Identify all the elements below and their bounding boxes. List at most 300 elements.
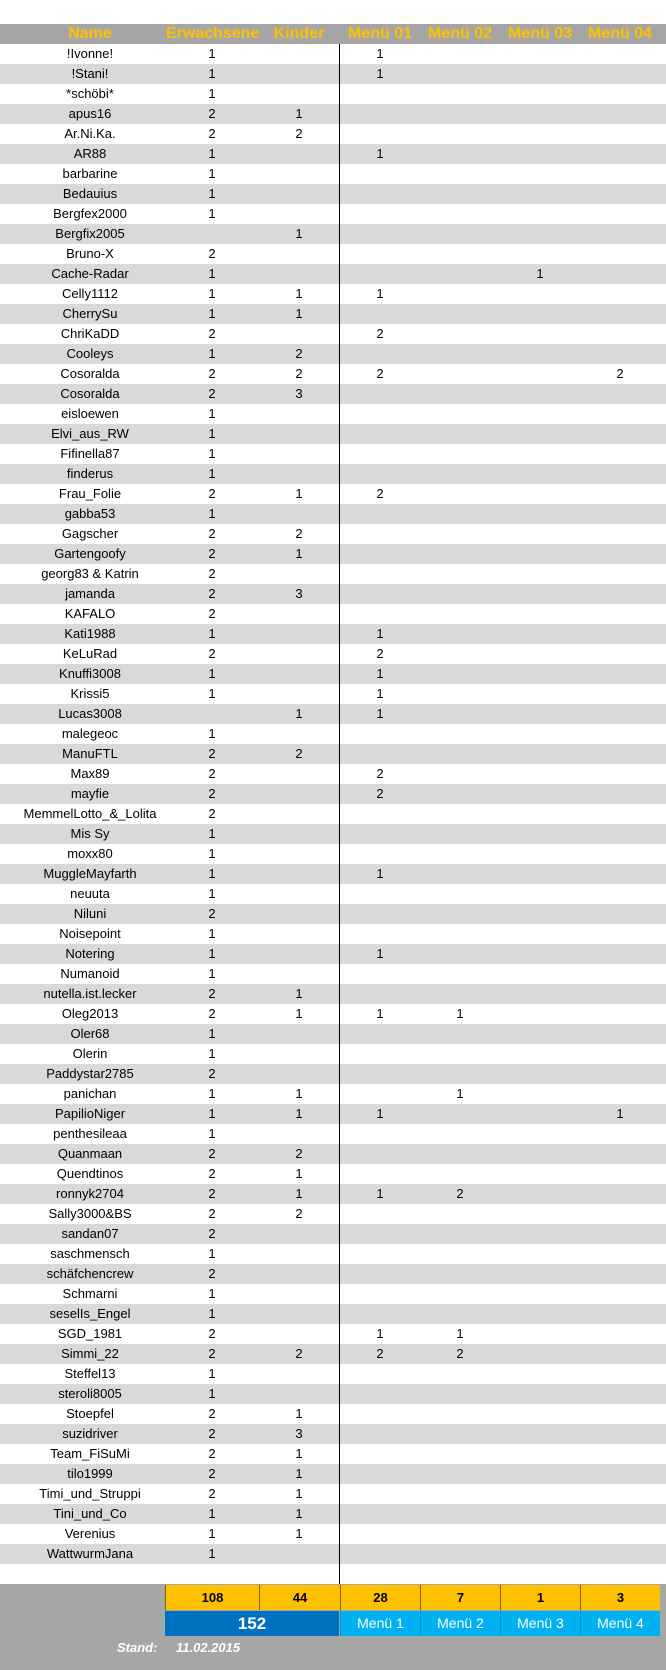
cell-kinder [258, 1384, 340, 1404]
cell-menu2 [420, 1544, 500, 1564]
cell-name: MuggleMayfarth [43, 866, 137, 881]
cell-menu1: 1 [376, 146, 384, 161]
cell-menu2 [420, 424, 500, 444]
cell-menu4 [580, 1024, 660, 1044]
cell-menu4 [580, 924, 660, 944]
cell-menu3 [500, 864, 580, 884]
total-menu1: 28 [340, 1585, 420, 1610]
cell-menu3 [500, 1064, 580, 1084]
cell-kinder [258, 464, 340, 484]
cell-menu3 [500, 524, 580, 544]
cell-menu1: 2 [376, 326, 384, 341]
cell-kinder: 1 [295, 1006, 303, 1021]
cell-name: gabba53 [64, 506, 116, 521]
cell-menu3 [500, 1044, 580, 1064]
cell-kinder [258, 784, 340, 804]
cell-menu3 [500, 1324, 580, 1344]
cell-menu3 [500, 224, 580, 244]
cell-name: suzidriver [62, 1426, 118, 1441]
cell-menu4 [580, 884, 660, 904]
cell-menu3 [500, 644, 580, 664]
cell-erwachsene: 1 [208, 186, 216, 201]
table-row [0, 984, 666, 1004]
cell-kinder: 2 [295, 746, 303, 761]
header-erwachsene: Erwachsene [166, 25, 260, 42]
cell-menu4 [580, 224, 660, 244]
cell-kinder: 2 [295, 126, 303, 141]
cell-menu1 [340, 904, 420, 924]
cell-name: neuuta [70, 886, 110, 901]
table-row [0, 864, 666, 884]
cell-menu1: 2 [376, 366, 384, 381]
cell-menu4 [580, 1364, 660, 1384]
cell-name: Frau_Folie [58, 486, 122, 501]
cell-menu2 [420, 964, 500, 984]
cell-erwachsene: 2 [208, 586, 216, 601]
cell-erwachsene: 1 [208, 46, 216, 61]
table-row [0, 1204, 666, 1224]
cell-menu1 [340, 1364, 420, 1384]
cell-menu3 [500, 124, 580, 144]
cell-erwachsene: 1 [208, 726, 216, 741]
cell-menu3 [500, 44, 580, 64]
cell-name: Fifinella87 [60, 446, 120, 461]
cell-menu4 [580, 324, 660, 344]
cell-erwachsene: 1 [208, 1286, 216, 1301]
cell-menu1 [340, 424, 420, 444]
cell-kinder [258, 564, 340, 584]
cell-menu4 [580, 544, 660, 564]
cell-menu3 [500, 484, 580, 504]
cell-menu1 [340, 1424, 420, 1444]
cell-menu4 [580, 964, 660, 984]
header-menu04: Menü 04 [587, 25, 652, 42]
cell-menu3 [500, 1484, 580, 1504]
cell-menu4 [580, 344, 660, 364]
cell-kinder [258, 184, 340, 204]
cell-name: mayfie [70, 786, 110, 801]
cell-menu4 [580, 1284, 660, 1304]
table-row [0, 884, 666, 904]
cell-kinder [258, 684, 340, 704]
cell-kinder [258, 804, 340, 824]
table-row [0, 1244, 666, 1264]
cell-name: Notering [65, 946, 115, 961]
cell-menu3 [500, 944, 580, 964]
cell-name: moxx80 [67, 846, 113, 861]
cell-menu4 [580, 1184, 660, 1204]
cell-name: Krissi5 [70, 686, 110, 701]
cell-name: barbarine [62, 166, 118, 181]
cell-erwachsene: 1 [208, 886, 216, 901]
cell-menu3 [500, 244, 580, 264]
cell-erwachsene: 2 [208, 606, 216, 621]
cell-kinder: 1 [295, 1186, 303, 1201]
cell-menu4 [580, 864, 660, 884]
cell-menu2 [420, 244, 500, 264]
cell-erwachsene: 1 [208, 1306, 216, 1321]
cell-menu2 [420, 524, 500, 544]
cell-kinder [258, 1544, 340, 1564]
cell-kinder [258, 1304, 340, 1324]
cell-erwachsene: 2 [208, 1346, 216, 1361]
cell-menu3 [500, 84, 580, 104]
cell-menu1 [340, 1464, 420, 1484]
cell-menu3 [500, 1184, 580, 1204]
cell-erwachsene: 2 [208, 1326, 216, 1341]
cell-menu1 [340, 1444, 420, 1464]
cell-name: Timi_und_Struppi [39, 1486, 141, 1501]
cell-erwachsene: 2 [208, 1406, 216, 1421]
cell-kinder [258, 724, 340, 744]
cell-menu3 [500, 324, 580, 344]
cell-erwachsene: 2 [208, 986, 216, 1001]
cell-kinder: 3 [295, 1426, 303, 1441]
table-row [0, 804, 666, 824]
cell-kinder [258, 644, 340, 664]
cell-menu1: 2 [376, 646, 384, 661]
cell-menu1: 1 [376, 626, 384, 641]
cell-menu2 [420, 324, 500, 344]
cell-menu4: 1 [616, 1106, 624, 1121]
cell-kinder [258, 244, 340, 264]
cell-menu1 [340, 464, 420, 484]
cell-kinder [258, 1044, 340, 1064]
cell-name: Cache-Radar [51, 266, 129, 281]
cell-menu1 [340, 1204, 420, 1224]
cell-erwachsene: 2 [208, 766, 216, 781]
stand-label: Stand: [117, 1640, 158, 1655]
cell-name: sandan07 [61, 1226, 119, 1241]
table-row [0, 544, 666, 564]
cell-menu1 [340, 244, 420, 264]
cell-menu3 [500, 724, 580, 744]
cell-menu2 [420, 1244, 500, 1264]
menu-label-2: Menü 2 [420, 1611, 500, 1636]
cell-menu1 [340, 804, 420, 824]
cell-menu4 [580, 1004, 660, 1024]
cell-menu3 [500, 204, 580, 224]
cell-kinder: 3 [295, 386, 303, 401]
cell-menu2 [420, 944, 500, 964]
table-row [0, 824, 666, 844]
cell-kinder [258, 204, 340, 224]
cell-name: AR88 [73, 146, 107, 161]
cell-kinder [258, 964, 340, 984]
table-row [0, 1084, 666, 1104]
table-row [0, 1224, 666, 1244]
column-divider [339, 44, 340, 1585]
cell-kinder: 1 [295, 226, 303, 241]
cell-erwachsene: 1 [208, 346, 216, 361]
total-menu4: 3 [580, 1585, 660, 1610]
cell-menu2 [420, 484, 500, 504]
table-row [0, 104, 666, 124]
cell-name: Olerin [72, 1046, 108, 1061]
cell-menu4 [580, 1564, 660, 1584]
cell-name: Cosoralda [60, 366, 120, 381]
cell-menu1 [340, 964, 420, 984]
cell-erwachsene: 1 [208, 626, 216, 641]
cell-menu2 [420, 1144, 500, 1164]
cell-name: Quanmaan [57, 1146, 123, 1161]
cell-menu3 [500, 1424, 580, 1444]
cell-name [0, 1564, 180, 1584]
cell-menu3 [500, 1104, 580, 1124]
cell-kinder [258, 44, 340, 64]
cell-menu1 [340, 1064, 420, 1084]
table-row [0, 504, 666, 524]
table-row [0, 344, 666, 364]
cell-name: tilo1999 [67, 1466, 113, 1481]
cell-menu1 [340, 924, 420, 944]
table-row [0, 784, 666, 804]
cell-menu4 [580, 664, 660, 684]
table-row [0, 144, 666, 164]
cell-name: ManuFTL [62, 746, 118, 761]
cell-menu4 [580, 604, 660, 624]
cell-menu2: 2 [456, 1186, 464, 1201]
menu-label-1: Menü 1 [340, 1611, 420, 1636]
cell-erwachsene: 2 [208, 806, 216, 821]
cell-menu1 [340, 844, 420, 864]
cell-erwachsene: 2 [208, 486, 216, 501]
cell-menu1 [340, 304, 420, 324]
cell-name: Numanoid [60, 966, 120, 981]
cell-menu4 [580, 1424, 660, 1444]
cell-menu2 [420, 1124, 500, 1144]
table-row [0, 1004, 666, 1024]
cell-menu1 [340, 1384, 420, 1404]
cell-menu3 [500, 1524, 580, 1544]
cell-erwachsene: 2 [208, 906, 216, 921]
cell-menu1: 1 [376, 1186, 384, 1201]
table-row [0, 744, 666, 764]
cell-erwachsene: 1 [208, 1386, 216, 1401]
cell-name: steroli8005 [58, 1386, 122, 1401]
cell-name: Schmarni [62, 1286, 118, 1301]
cell-menu2: 1 [456, 1086, 464, 1101]
cell-menu1 [340, 544, 420, 564]
cell-menu1 [340, 444, 420, 464]
table-row [0, 1424, 666, 1444]
cell-kinder [258, 1264, 340, 1284]
cell-menu3 [500, 804, 580, 824]
cell-name: jamanda [65, 586, 115, 601]
cell-menu2 [420, 1464, 500, 1484]
cell-kinder [258, 424, 340, 444]
cell-menu1 [340, 384, 420, 404]
cell-menu3 [500, 564, 580, 584]
cell-menu1 [340, 604, 420, 624]
cell-kinder: 2 [295, 346, 303, 361]
cell-menu2 [420, 1024, 500, 1044]
cell-erwachsene: 1 [208, 446, 216, 461]
cell-menu4 [580, 564, 660, 584]
cell-menu3 [500, 1024, 580, 1044]
cell-erwachsene: 2 [208, 106, 216, 121]
menu-label-3: Menü 3 [500, 1611, 580, 1636]
cell-name: Max89 [70, 766, 110, 781]
cell-menu4 [580, 1144, 660, 1164]
cell-erwachsene: 1 [208, 286, 216, 301]
cell-menu1 [340, 1124, 420, 1144]
cell-name: Sally3000&BS [48, 1206, 132, 1221]
cell-menu3 [500, 604, 580, 624]
cell-name: Simmi_22 [61, 1346, 119, 1361]
table-row [0, 1464, 666, 1484]
table-row [0, 1024, 666, 1044]
cell-name: georg83 & Katrin [41, 566, 139, 581]
cell-name: Steffel13 [64, 1366, 116, 1381]
cell-erwachsene: 2 [208, 526, 216, 541]
cell-menu4 [580, 1324, 660, 1344]
cell-menu3 [500, 1464, 580, 1484]
table-row [0, 624, 666, 644]
cell-menu4 [580, 524, 660, 544]
cell-menu3 [500, 1364, 580, 1384]
cell-name: Niluni [73, 906, 107, 921]
cell-menu3 [500, 1264, 580, 1284]
total-erwachsene: 108 [165, 1585, 259, 1610]
cell-menu3 [500, 1404, 580, 1424]
cell-erwachsene: 2 [208, 546, 216, 561]
cell-menu4 [580, 464, 660, 484]
cell-menu2 [420, 1384, 500, 1404]
cell-menu3 [500, 704, 580, 724]
cell-menu1 [340, 1244, 420, 1264]
cell-name: Stoepfel [66, 1406, 114, 1421]
cell-menu1 [340, 1144, 420, 1164]
cell-menu1 [340, 1304, 420, 1324]
cell-menu2 [420, 184, 500, 204]
cell-name: Bergfex2000 [53, 206, 127, 221]
cell-name: Gartengoofy [54, 546, 126, 561]
cell-menu3 [500, 1204, 580, 1224]
cell-menu3 [500, 1224, 580, 1244]
table-row [0, 204, 666, 224]
cell-kinder: 1 [295, 1526, 303, 1541]
grand-total: 152 [165, 1611, 339, 1636]
cell-menu2 [420, 264, 500, 284]
table-row [0, 1344, 666, 1364]
cell-menu4 [580, 1404, 660, 1424]
cell-erwachsene: 2 [208, 1006, 216, 1021]
stand-date: 11.02.2015 [176, 1640, 241, 1655]
cell-menu4 [580, 724, 660, 744]
cell-menu1: 1 [376, 946, 384, 961]
cell-menu2 [420, 844, 500, 864]
cell-menu4 [580, 1124, 660, 1144]
cell-erwachsene: 1 [208, 66, 216, 81]
cell-kinder: 1 [295, 1406, 303, 1421]
cell-name: Bergfix2005 [55, 226, 125, 241]
header-menu03: Menü 03 [507, 25, 572, 42]
cell-name: Bruno-X [66, 246, 114, 261]
cell-menu3 [500, 1004, 580, 1024]
cell-menu2 [420, 1304, 500, 1324]
cell-kinder [258, 604, 340, 624]
cell-name: MemmelLotto_&_Lolita [23, 806, 157, 821]
table-row [0, 124, 666, 144]
cell-kinder: 1 [295, 1506, 303, 1521]
cell-name: Noisepoint [59, 926, 121, 941]
cell-menu2 [420, 984, 500, 1004]
cell-menu2 [420, 304, 500, 324]
cell-kinder [258, 1324, 340, 1344]
cell-menu3 [500, 1164, 580, 1184]
cell-menu3 [500, 764, 580, 784]
cell-menu2 [420, 164, 500, 184]
cell-menu1: 1 [376, 706, 384, 721]
table-row [0, 524, 666, 544]
cell-kinder [258, 764, 340, 784]
cell-erwachsene [166, 704, 258, 724]
cell-kinder [258, 324, 340, 344]
cell-menu4 [580, 104, 660, 124]
cell-kinder [258, 904, 340, 924]
cell-menu3 [500, 1284, 580, 1304]
cell-menu2 [420, 1504, 500, 1524]
table-row [0, 844, 666, 864]
cell-erwachsene: 1 [208, 266, 216, 281]
cell-name: saschmensch [50, 1246, 130, 1261]
cell-erwachsene: 1 [208, 946, 216, 961]
cell-erwachsene: 1 [208, 666, 216, 681]
table-row [0, 664, 666, 684]
cell-menu3 [500, 964, 580, 984]
table-row [0, 684, 666, 704]
cell-menu1 [340, 404, 420, 424]
menu-label-4: Menü 4 [580, 1611, 660, 1636]
total-kinder: 44 [259, 1585, 340, 1610]
cell-menu3 [500, 1304, 580, 1324]
cell-menu3 [500, 1384, 580, 1404]
cell-menu2 [420, 1424, 500, 1444]
table-row [0, 64, 666, 84]
cell-menu4 [580, 1044, 660, 1064]
cell-name: Elvi_aus_RW [51, 426, 129, 441]
cell-menu1 [340, 984, 420, 1004]
cell-name: Paddystar2785 [46, 1066, 134, 1081]
table-row [0, 1184, 666, 1204]
cell-erwachsene: 1 [208, 1366, 216, 1381]
cell-menu1: 1 [376, 666, 384, 681]
table-row [0, 924, 666, 944]
cell-menu1 [340, 1544, 420, 1564]
table-row [0, 1324, 666, 1344]
cell-menu4 [580, 784, 660, 804]
cell-erwachsene: 1 [208, 466, 216, 481]
cell-name: KeLuRad [62, 646, 118, 661]
cell-erwachsene: 1 [208, 146, 216, 161]
cell-menu2 [420, 224, 500, 244]
table-row [0, 764, 666, 784]
cell-menu2 [420, 1264, 500, 1284]
cell-erwachsene: 1 [208, 426, 216, 441]
cell-erwachsene: 1 [208, 1046, 216, 1061]
cell-menu3 [500, 284, 580, 304]
cell-menu3 [500, 444, 580, 464]
cell-name: Knuffi3008 [59, 666, 121, 681]
table-row [0, 1384, 666, 1404]
cell-kinder: 1 [295, 486, 303, 501]
table-row [0, 304, 666, 324]
cell-menu3 [500, 984, 580, 1004]
cell-menu4 [580, 1164, 660, 1184]
cell-menu4 [580, 804, 660, 824]
cell-erwachsene: 1 [208, 1506, 216, 1521]
